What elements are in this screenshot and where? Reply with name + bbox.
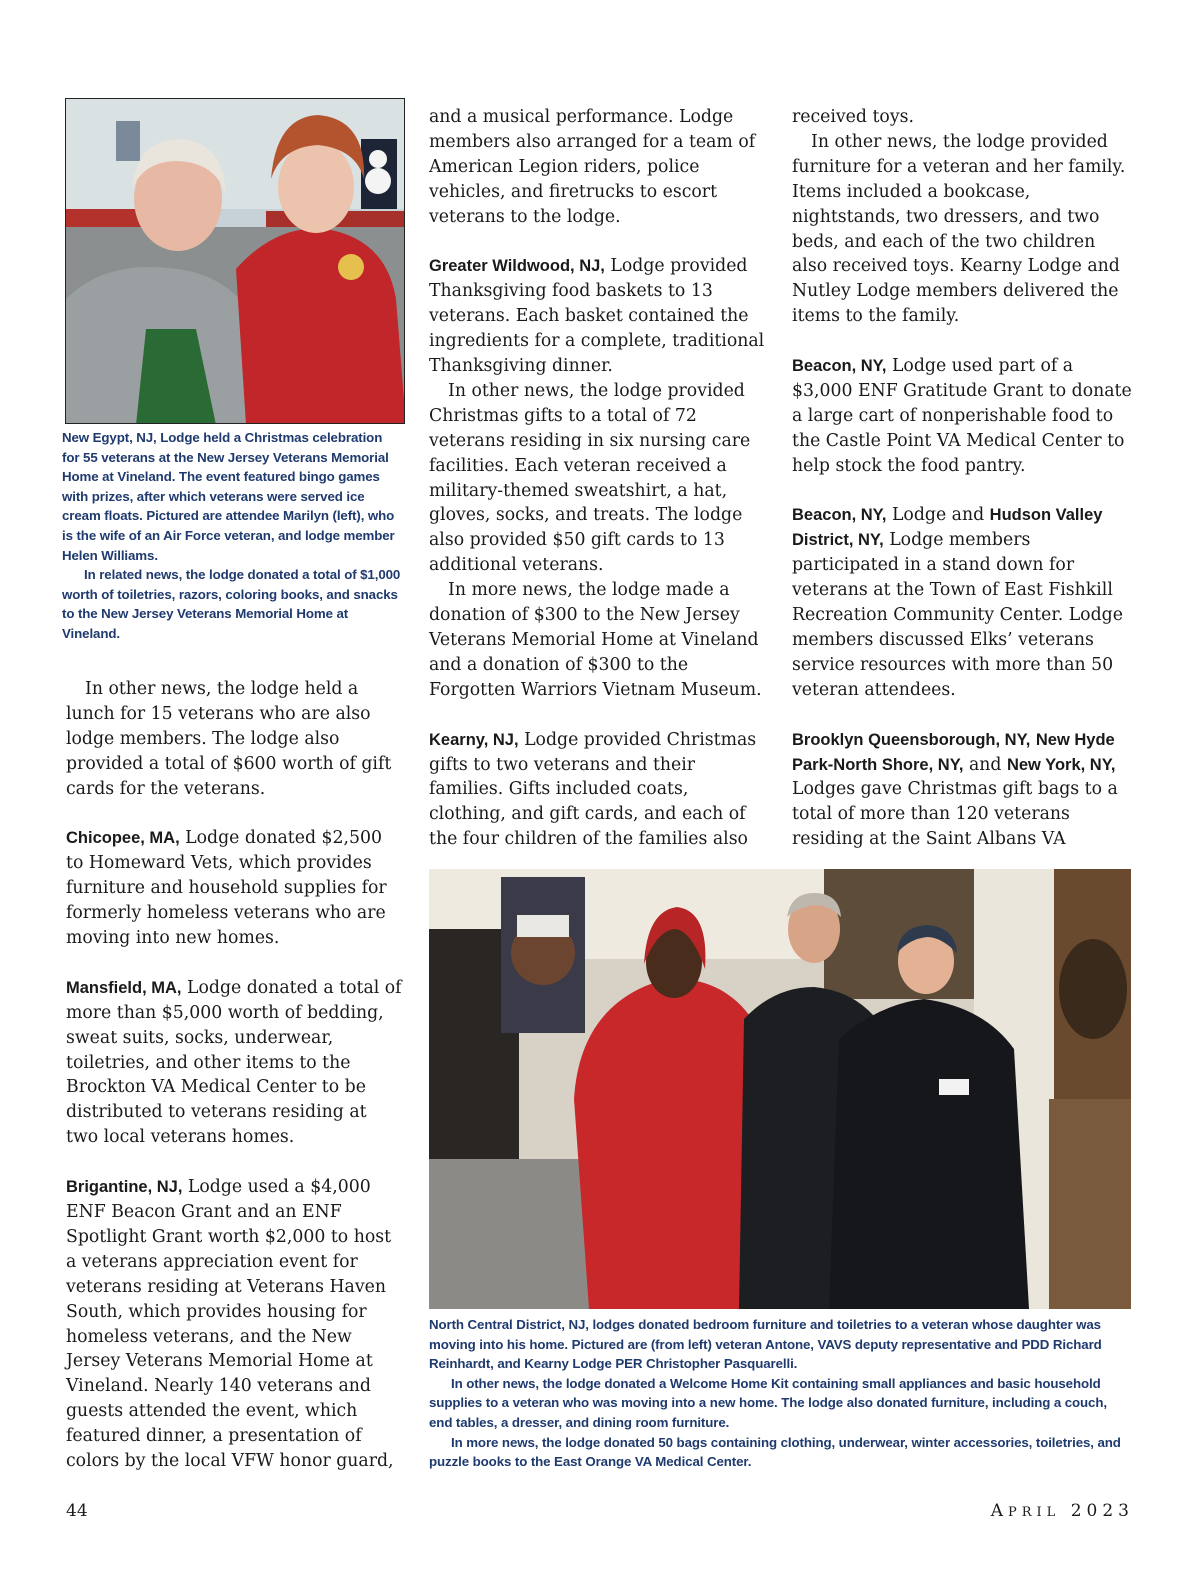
lodge-name: Hudson Valley District, NY, — [792, 506, 1103, 550]
article-column-3 — [792, 105, 1132, 852]
caption-text: lodges donated bedroom furniture and toiletries to a veteran whose daughter was moving into his home. Pictured are (from left) veteran Antone, VAVS deputy representative and PDD Richard Reinhardt, and Kearny Lodge PER Christopher Pasquarelli. — [429, 1317, 1102, 1372]
body-text: Lodges gave Christmas gift bags to a total of more than 120 veterans residing at the Saint Albans VA — [792, 779, 1118, 850]
caption-paragraph — [62, 428, 402, 565]
body-text: Lodge provided Thanksgiving food baskets to 13 veterans. Each basket contained the ingredients for a complete, traditional Thanksgiving dinner. — [429, 256, 765, 377]
body-text: Lodge donated a total of more than $5,000 worth of bedding, sweat suits, socks, underwear, toiletries, and other items to the Brockton VA Medical Center to be distributed to veterans residing at two local veterans homes. — [66, 977, 402, 1148]
body-paragraph — [792, 354, 1132, 479]
body-paragraph: and a musical performance. Lodge members also arranged for a team of American Legion riders, police vehicles, and firetrucks to escort veterans to the lodge. — [429, 107, 756, 227]
body-paragraph: In other news, the lodge held a lunch for 15 veterans who are also lodge members. The lodge also provided a total of $600 worth of gift cards for the veterans. — [66, 679, 392, 799]
issue-month-initial: A — [990, 1501, 1009, 1521]
body-text: Lodge donated $2,500 to Homeward Vets, which provides furniture and household supplies for formerly homeless veterans who are moving into new homes. — [66, 828, 387, 949]
lodge-name: New Hyde Park-North Shore, NY, — [792, 730, 1115, 774]
lodge-name: Brooklyn Queensborough, NY, — [792, 730, 1031, 749]
article-column-2 — [429, 105, 767, 852]
body-paragraph: In other news, the lodge provided Christmas gifts to a total of 72 veterans residing in six nursing care facilities. Each veteran received a military-themed sweatshirt, a hat, gloves, socks, and treats. The lodge also provided $50 gift cards to 13 additional veterans. — [429, 380, 751, 576]
body-paragraph — [66, 826, 404, 951]
body-paragraph — [66, 1175, 404, 1474]
photo-caption-north-central — [429, 1315, 1133, 1472]
photo-caption-new-egypt — [62, 428, 402, 644]
lodge-name: Brigantine, NJ, — [66, 1178, 183, 1197]
body-paragraph — [66, 976, 404, 1150]
article-column-1 — [66, 677, 404, 1474]
lodge-name: Beacon, NY, — [792, 357, 887, 376]
body-paragraph — [429, 254, 767, 379]
body-text: Lodge provided Christmas gifts to two veterans and their families. Gifts included coats, clothing, and gift cards, and each of the four children of the families also — [429, 729, 757, 850]
lodge-name: New York, NY, — [1006, 755, 1116, 774]
page-number: 44 — [66, 1501, 88, 1521]
caption-place: North Central District, NJ, — [429, 1317, 589, 1332]
body-text: Lodge used a $4,000 ENF Beacon Grant and an ENF Spotlight Grant worth $2,000 to host a veterans appreciation event for veterans residing at Veterans Haven South, which provides housing for homeless veterans, and the New Jersey Veterans Memorial Home at Vineland. Nearly 140 veterans and guests attended the event, which featured dinner, a presentation of colors by the local VFW honor guard, — [66, 1177, 394, 1472]
issue-date — [991, 1501, 1134, 1521]
body-text: Lodge used part of a $3,000 ENF Gratitude Grant to donate a large cart of nonperishable food to the Castle Point VA Medical Center to help stock the food pantry. — [792, 356, 1132, 476]
issue-year: 2023 — [1070, 1501, 1134, 1521]
body-paragraph — [792, 503, 1132, 702]
photo-north-central — [429, 869, 1131, 1309]
photo-north-central-illustration — [429, 869, 1131, 1309]
body-paragraph — [429, 728, 767, 853]
lodge-name: Greater Wildwood, NJ, — [429, 257, 605, 276]
body-paragraph: In other news, the lodge provided furniture for a veteran and her family. Items included a bookcase, nightstands, two dressers, and two beds, and each of the two children also received toys. Kearny Lodge and Nutley Lodge members delivered the items to the family. — [792, 131, 1126, 327]
body-text: and — [963, 754, 1007, 775]
lodge-name: Kearny, NJ, — [429, 730, 519, 749]
lodge-name: Beacon, NY, — [792, 506, 887, 525]
body-text: Lodge members participated in a stand down for veterans at the Town of East Fishkill Recreation Community Center. Lodge members discussed Elks’ veterans service resources with more than 50 veteran attendees. — [792, 530, 1123, 700]
lodge-name: Mansfield, MA, — [66, 978, 182, 997]
caption-place: New Egypt, NJ, — [62, 430, 157, 445]
issue-month-rest: PRIL — [1008, 1505, 1061, 1520]
body-paragraph — [792, 728, 1132, 853]
caption-paragraph: In related news, the lodge donated a total of $1,000 worth of toiletries, razors, coloring books, and snacks to the New Jersey Veterans Memorial Home at Vineland. — [62, 567, 401, 641]
body-text: Lodge and — [886, 505, 990, 526]
caption-text: Lodge held a Christmas celebration for 55 veterans at the New Jersey Veterans Memorial Home at Vineland. The event featured bingo games with prizes, after which veterans were served ice cream floats. Pictured are attendee Marilyn (left), who is the wife of an Air Force veteran, and lodge member Helen Williams. — [62, 430, 395, 563]
body-paragraph: received toys. — [792, 107, 914, 127]
caption-paragraph: In other news, the lodge donated a Welcome Home Kit containing small appliances and basic household supplies to a veteran who was moving into a new home. The lodge also donated furniture, including a couch, end tables, a dresser, and dining room furniture. — [429, 1375, 1107, 1430]
body-paragraph: In more news, the lodge made a donation of $300 to the New Jersey Veterans Memorial Home at Vineland and a donation of $300 to the Forgotten Warriors Vietnam Museum. — [429, 580, 762, 700]
photo-new-egypt — [65, 98, 405, 424]
caption-paragraph — [429, 1315, 1133, 1374]
caption-paragraph: In more news, the lodge donated 50 bags containing clothing, underwear, winter accessories, toiletries, and puzzle books to the East Orange VA Medical Center. — [429, 1434, 1121, 1470]
lodge-name: Chicopee, MA, — [66, 829, 180, 848]
photo-new-egypt-illustration — [66, 99, 405, 424]
